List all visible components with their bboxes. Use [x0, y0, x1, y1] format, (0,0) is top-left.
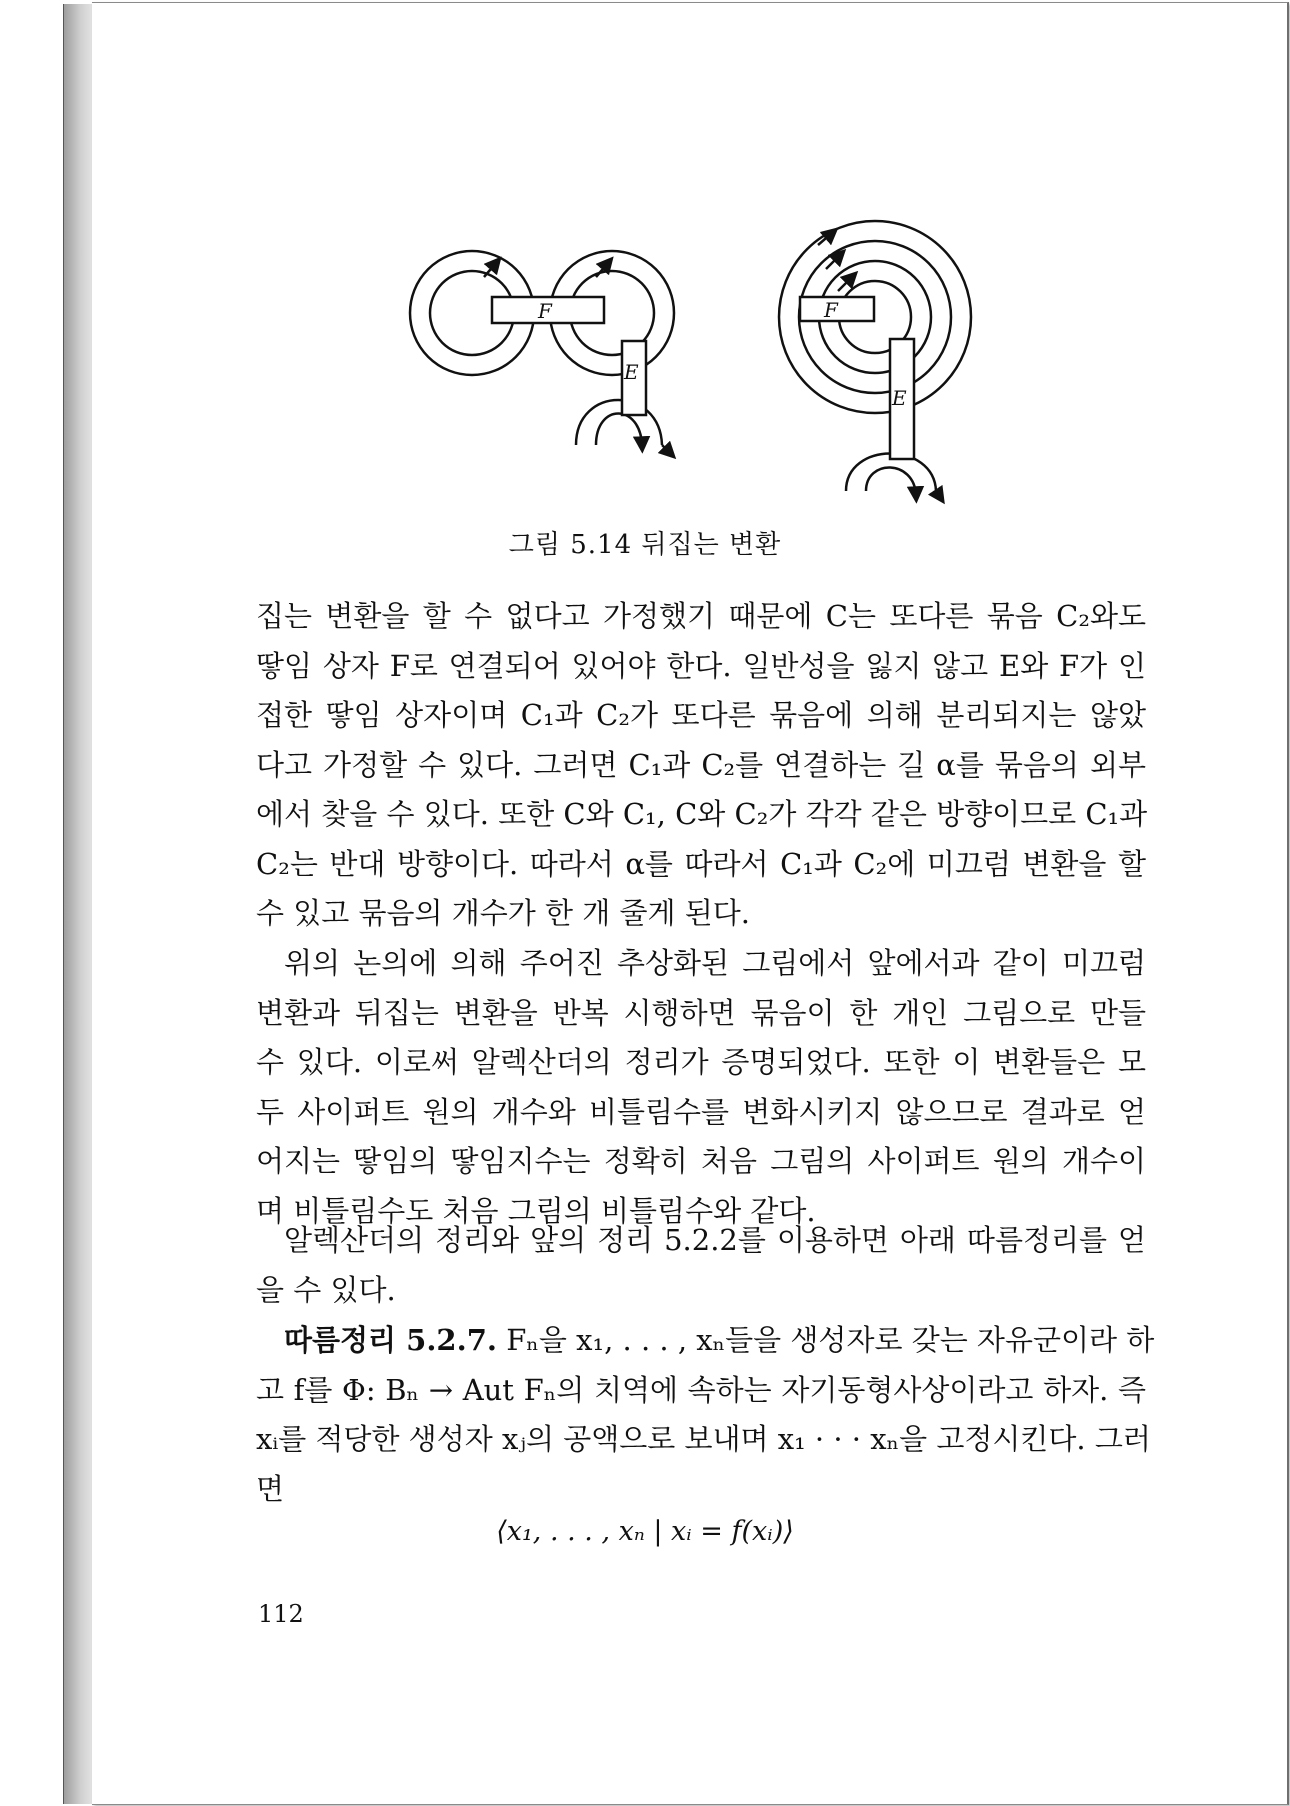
strand-right-inner: [866, 467, 916, 495]
text-line: 두 사이퍼트 원의 개수와 비틀림수를 변화시키지 않으므로 결과로 얻: [256, 1094, 1146, 1129]
corollary-first-line: [256, 1316, 1155, 1366]
text-line: 수 있고 묶음의 개수가 한 개 줄게 된다.: [256, 896, 750, 930]
label-f-right: F: [824, 298, 838, 322]
page-number: 112: [258, 1600, 304, 1628]
text-line: 수 있다. 이로써 알렉산더의 정리가 증명되었다. 또한 이 변환들은 모: [256, 1045, 1146, 1079]
label-e-right: E: [892, 386, 907, 410]
text-line: 알렉산더의 정리와 앞의 정리 5.2.2를 이용하면 아래 따름정리를 얻: [284, 1223, 1146, 1257]
text-line: C₂는 반대 방향이다. 따라서 α를 따라서 C₁과 C₂에 미끄럼 변환을 할: [256, 846, 1146, 881]
strand-lower-inner: [596, 414, 642, 446]
figure-caption: 그림 5.14 뒤집는 변환: [508, 530, 782, 560]
group-presentation-formula: ⟨x₁, . . . , xₙ | xᵢ = f(xᵢ)⟩: [496, 1516, 794, 1547]
text-line: 땋임 상자 F로 연결되어 있어야 한다. 일반성을 잃지 않고 E와 F가 인: [256, 648, 1146, 683]
text-line: 고 f를 Φ: Bₙ → Aut Fₙ의 치역에 속하는 자기동형사상이라고 하자. 즉: [256, 1372, 1146, 1407]
right-diagram: [779, 221, 971, 497]
text-line: 에서 찾을 수 있다. 또한 C와 C₁, C와 C₂가 각각 같은 방향이므로 C₁과: [256, 797, 1148, 831]
paragraph-1: [256, 592, 1146, 939]
text-line: 어지는 땋임의 땋임지수는 정확히 처음 그림의 사이퍼트 원의 개수이: [256, 1144, 1146, 1178]
strand-right-arrow: [936, 491, 940, 497]
text-line: 변환과 뒤집는 변환을 반복 시행하면 묶음이 한 개인 그림으로 만들: [256, 995, 1146, 1030]
corollary-text: Fₙ을 x₁, . . . , xₙ들을 생성자로 갖는 자유군이라 하: [506, 1323, 1155, 1357]
corollary-heading: 따름정리 5.2.7.: [284, 1323, 497, 1357]
strand-lower-outer: [576, 400, 662, 445]
label-e-left: E: [624, 360, 639, 384]
paragraph-2: [256, 939, 1146, 1236]
figure-5-14: [400, 205, 980, 505]
text-line: 위의 논의에 의해 주어진 추상화된 그림에서 앞에서과 같이 미끄럼: [284, 946, 1146, 980]
text-line: 집는 변환을 할 수 없다고 가정했기 때문에 C는 또다른 묶음 C₂와도: [256, 599, 1146, 633]
label-f-left: F: [538, 299, 552, 323]
paragraph-3: [256, 1216, 1146, 1315]
text-line: xᵢ를 적당한 생성자 xⱼ의 공액으로 보내며 x₁ · · · xₙ을 고정시킨다. 그러: [256, 1422, 1151, 1456]
text-line: 면: [256, 1471, 285, 1506]
text-line: 을 수 있다.: [256, 1272, 396, 1307]
corollary-5-2-7: [256, 1316, 1155, 1514]
strand-lower-arrow-outer: [662, 445, 670, 453]
text-line: 다고 가정할 수 있다. 그러면 C₁과 C₂를 연결하는 길 α를 묶음의 외부: [256, 747, 1146, 782]
arrow-middle-loop: [596, 263, 608, 277]
arrow-ring-3: [838, 277, 852, 291]
text-line: 며 비틀림수도 처음 그림의 비틀림수와 같다.: [256, 1193, 816, 1228]
text-line: 접한 땋임 상자이며 C₁과 C₂가 또다른 묶음에 의해 분리되지는 않았: [256, 698, 1146, 732]
